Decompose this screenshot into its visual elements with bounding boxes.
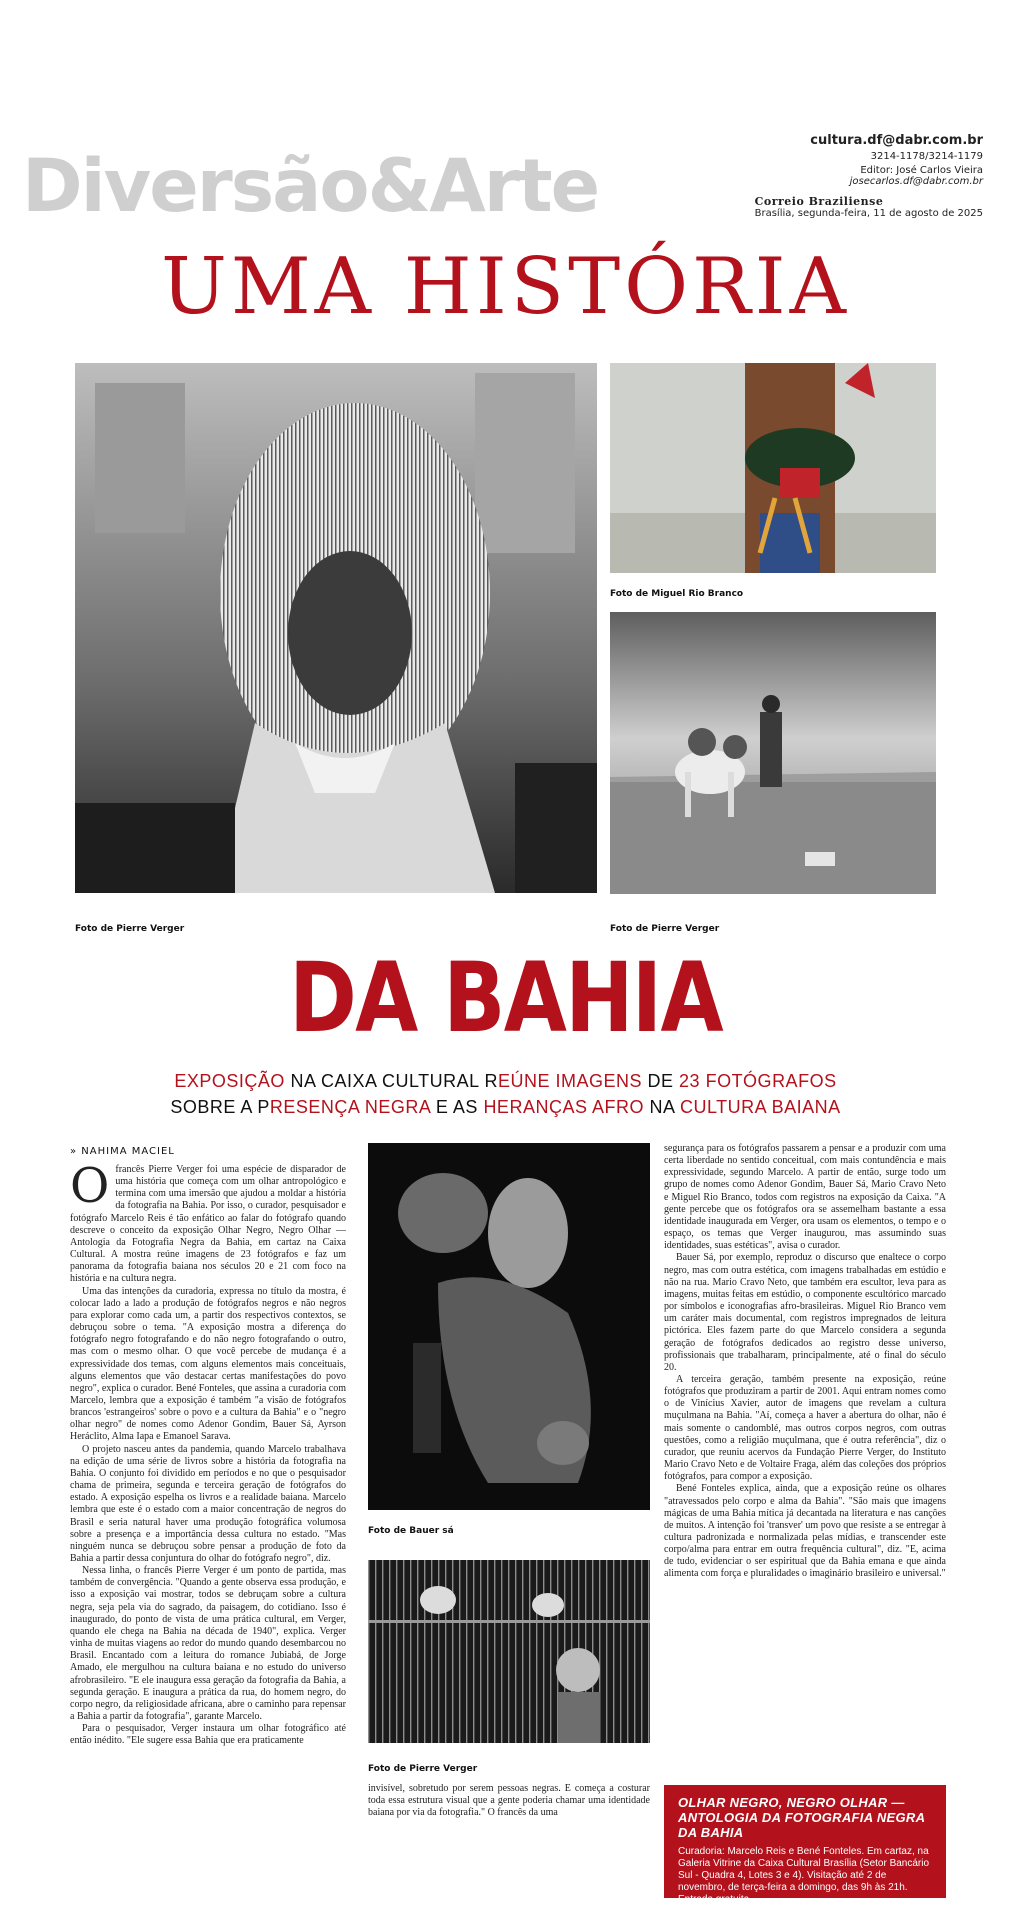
photo-boy-rooster bbox=[610, 363, 936, 573]
subtitle-highlight: HERANÇAS AFRO bbox=[483, 1097, 644, 1117]
photo-masked-figure bbox=[368, 1143, 650, 1510]
article-paragraph: invisível, sobretudo por serem pessoas negras. E começa a costurar toda essa estrutura visual que a gente poderia chamar uma identidade baiana por via da fotografia." O francês da uma bbox=[368, 1783, 650, 1819]
headline-bottom: DA BAHIA bbox=[289, 942, 722, 1054]
drop-cap: O bbox=[70, 1164, 110, 1214]
info-box-body: Curadoria: Marcelo Reis e Bené Fonteles. Em cartaz, na Galeria Vitrine da Caixa Cultural Brasília (Setor Bancário Sul - Quadra 4, Lotes 3 e 4). Visitação até 2 de novembro, de terça-feira a domingo, das 9h às 21h. Entrada gratuita bbox=[678, 1846, 930, 1905]
editor-email: josecarlos.df@dabr.com.br bbox=[849, 176, 983, 187]
subtitle-line-2 bbox=[0, 1094, 1011, 1120]
subtitle-highlight: 23 FOTÓGRAFOS bbox=[679, 1071, 837, 1091]
article-paragraph: O projeto nasceu antes da pandemia, quando Marcelo trabalhava na edição de uma série de livros sobre a história da fotografia na Bahia. O conjunto foi dividido em períodos e no que o pesquisador chama de primeira, segunda e terceira geração de fotógrafos do estado. A exposição espelha os livros e a realidade baiana. Marcelo lembra que este é o estado com a maior concentração de negros do Brasil e seria natural haver uma produção fotográfica volumosa sobre a presença e a importância dessa cultura no estado. "Mas ninguém nunca se debruçou sobre pensar a produção de foto da Bahia a partir dessa conjuntura do olhar do fotógrafo negro", diz. bbox=[70, 1443, 346, 1564]
newspaper-name: Correio Braziliense bbox=[754, 195, 884, 208]
caption-top-right: Foto de Miguel Rio Branco bbox=[610, 589, 744, 599]
header-info bbox=[755, 133, 983, 219]
headline-top: UMA HISTÓRIA bbox=[161, 242, 850, 332]
article-column-1 bbox=[70, 1164, 346, 1896]
subtitle-text: DE bbox=[642, 1071, 680, 1091]
subtitle bbox=[0, 1068, 1011, 1120]
subtitle-text: NA bbox=[643, 1097, 680, 1117]
subtitle-text: SOBRE A P bbox=[170, 1097, 270, 1117]
section-logo: Diversão&Arte bbox=[22, 144, 599, 229]
article-column-2 bbox=[368, 1783, 650, 1896]
caption-center-2: Foto de Pierre Verger bbox=[368, 1764, 478, 1774]
subtitle-highlight: EÚNE IMAGENS bbox=[498, 1071, 643, 1091]
issue-date: Brasília, segunda-feira, 11 de agosto de 2025 bbox=[754, 208, 983, 219]
caption-center-1: Foto de Bauer sá bbox=[368, 1526, 454, 1536]
subtitle-text: NA CAIXA CULTURAL R bbox=[284, 1071, 498, 1091]
subtitle-line-1 bbox=[0, 1068, 1011, 1094]
article-paragraph: A terceira geração, também presente na exposição, reúne fotógrafos que produziram a partir de 2001. Aqui entram nomes como o de Vinícius Xavier, autor de imagens que revelam a cultura muçulmana na Bahia. "Aí, começa a haver a abertura do olhar, não é mais somente o candomblé, mas outros corpos negros, com outras questões, como a religião muçulmana, que é outra referência", diz o curador, que reuniu acervos da Fundação Pierre Verger, do Instituto Mario Cravo Neto e de Voltaire Fraga, além das coleções dos próprios fotógrafos, para compor a exposição. bbox=[664, 1373, 946, 1483]
byline: » NAHIMA MACIEL bbox=[70, 1146, 175, 1157]
subtitle-text: E AS bbox=[430, 1097, 484, 1117]
article-paragraph: Uma das intenções da curadoria, expressa no título da mostra, é colocar lado a lado a produção de fotógrafos negros e não negros para explorar como cada um, a partir dos respectivos contextos, se debruçou sobre o tema. "A exposição mostra a diferença do fotógrafo negro fotografando e do não negro fotografando o outro, mas com o mesmo olhar. O que você percebe de mudança é a expressividade dos temas, com alguns elementos mais conceituais, alguns elementos que vão destacar certas manifestações do povo negro", explica o curador. Bené Fonteles, que assina a curadoria com Marcelo, lembra que a exposição é também "a visão de fotógrafos brancos 'estrangeiros' sobre o povo e a cultura da Bahia" e o "negro olhar negro" de nomes como Adenor Gondim, Bauer Sá, Ayrson Heráclito, Alma Iapa e Emanoel Sarava. bbox=[70, 1285, 346, 1443]
info-box-title: OLHAR NEGRO, NEGRO OLHAR — ANTOLOGIA DA FOTOGRAFIA NEGRA DA BAHIA bbox=[678, 1795, 925, 1840]
main-photo bbox=[75, 363, 597, 893]
subtitle-highlight: CULTURA BAIANA bbox=[679, 1097, 841, 1117]
article-paragraph: Para o pesquisador, Verger instaura um olhar fotográfico até então inédito. "Ele sugere essa Bahia que era praticamente bbox=[70, 1723, 346, 1747]
editor-name: Editor: José Carlos Vieira bbox=[860, 165, 983, 176]
subtitle-highlight: RESENÇA NEGRA bbox=[269, 1097, 431, 1117]
photo-man-donkey bbox=[610, 612, 936, 894]
subtitle-highlight: EXPOSIÇÃO bbox=[174, 1071, 285, 1091]
caption-mid-right: Foto de Pierre Verger bbox=[610, 924, 720, 934]
article-paragraph: Bauer Sá, por exemplo, reproduz o discurso que enaltece o corpo negro, mas com outra estética, com imagens trabalhadas em estúdio e não na rua. Mario Cravo Neto, que também era escultor, leva para as imagens, muitas feitas em estúdio, o componente escultórico marcado por símbolos e iconografias afro-brasileiras. Miguel Rio Branco vem um caráter mais documental, com registros impregnados de leitura pictórica. Eles fazem parte do que Marcelo considera a segunda geração de fotógrafos dedicados ao registro desse universo, profissionais que trabalharam, principalmente, até o final do século 20. bbox=[664, 1252, 946, 1373]
info-box bbox=[664, 1785, 946, 1905]
article-paragraph: Ofrancês Pierre Verger foi uma espécie de disparador de uma história que começa com um olhar antropológico e termina com uma imersão que ajudou a moldar a história da fotografia na Bahia. Por isso, o curador, pesquisador e fotógrafo Marcelo Reis é tão enfático ao falar do fotógrafo quando descreve o conceito da exposição Olhar Negro, Negro Olhar — Antologia da Fotografia Negra da Bahia, em cartaz na Caixa Cultural. A mostra reúne imagens de 23 fotógrafos e faz um panorama da fotografia baiana nos séculos 20 e 21 com foco na história e na cultura negra. bbox=[70, 1164, 346, 1285]
article-paragraph: segurança para os fotógrafos passarem a pensar e a produzir com uma certa liberdade no sentido conceitual, com mais contundência e mais expressividade, segundo Marcelo. A partir de então, surge todo um grupo de nomes como Adenor Gondim, Bauer Sá, Mario Cravo Neto e Miguel Rio Branco, todos com registros na exposição da Caixa. "A gente percebe que os fotógrafos ora se assemelham bastante a essa identidade inaugurada em Verger, ora usam os elementos, o tempo e o espaço, os temas que Verger inaugurou, mas assumindo suas identidades, suas estéticas", avisa o curador. bbox=[664, 1143, 946, 1252]
article-column-3 bbox=[664, 1143, 946, 1776]
article-paragraph: Nessa linha, o francês Pierre Verger é um ponto de partida, mas também de convergência. "Quando a gente observa essa produção, e isso a exposição vai mostrar, todos se debruçam sobre a cultura negra, seja pela via do sagrado, da paisagem, do cotidiano. Isso é inaugurado, do ponto de vista de uma prática cultural, em Verger, quando ele chega na Bahia na década de 1940", explica. Verger vinha de muitas viagens ao redor do mundo quando desembarcou no Brasil. Encantado com a leitura do romance Jubiabá, de Jorge Amado, ele mergulhou na cultura baiana e no estudo do universo afrobrasileiro. "E ele inaugura essa geração da fotografia da Bahia, a segunda geração. E inaugura a prática da rua, do homem negro, do corpo negro, da religiosidade africana, abre o caminho para repensar a Bahia a partir da fotografia", garante Marcelo. bbox=[70, 1565, 346, 1723]
phone-numbers: 3214-1178/3214-1179 bbox=[870, 151, 983, 162]
photo-boy-cages bbox=[368, 1560, 650, 1743]
caption-main-photo: Foto de Pierre Verger bbox=[75, 924, 185, 934]
section-email: cultura.df@dabr.com.br bbox=[810, 133, 983, 148]
article-paragraph: Bené Fonteles explica, ainda, que a exposição reúne os olhares "atravessados pelo corpo e alma da Bahia". "São mais que imagens mágicas de uma Bahia mítica já decantada na literatura e nas canções de muitos. A intenção foi 'transver' um povo que resiste a se entregar à cultura padronizada e normalizada pelas mídias, e transcender este corpo/alma para entrar em outra frequência cultural", diz. "E, acima de tudo, evidenciar o ser espiritual que da Bahia emana e que ainda alimenta com força e pluralidades o imaginário brasileiro e universal." bbox=[664, 1483, 946, 1580]
